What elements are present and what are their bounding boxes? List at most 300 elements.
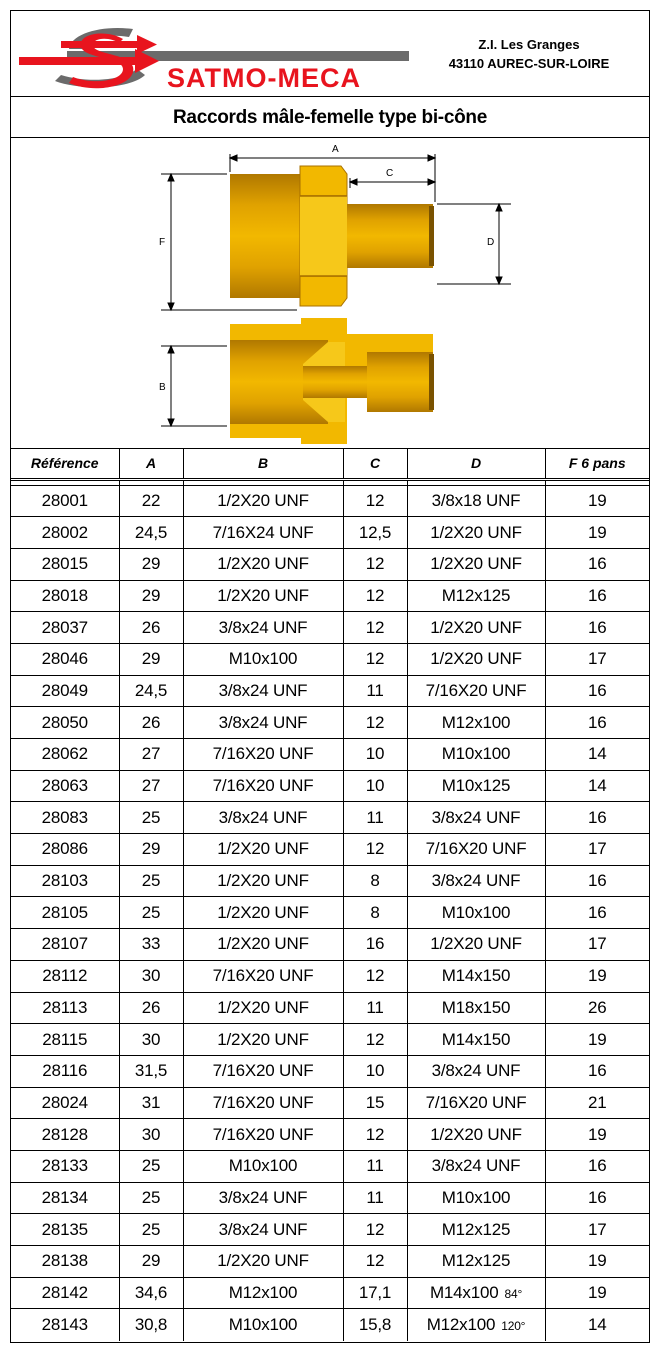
cell-d-value: 1/2X20 UNF — [430, 934, 522, 954]
cell-a-value: 30 — [141, 1029, 161, 1049]
table-row — [11, 1150, 649, 1182]
cell-c — [343, 580, 407, 612]
cell-b-value: 1/2X20 UNF — [217, 839, 309, 859]
cell-d-value: M14x100 — [429, 1283, 499, 1303]
cell-b — [183, 960, 343, 992]
cell-f-value: 19 — [587, 1124, 607, 1144]
cell-b — [183, 1150, 343, 1182]
cell-d-value: M18x150 — [441, 997, 511, 1017]
cell-c-value: 10 — [365, 744, 385, 764]
cell-a-value: 30 — [141, 966, 161, 986]
cell-a-value: 29 — [141, 839, 161, 859]
cell-c-value: 11 — [366, 680, 384, 700]
cell-f — [545, 929, 649, 961]
cell-f — [545, 897, 649, 929]
table-row — [11, 643, 649, 675]
cell-reference — [11, 707, 119, 739]
cell-c-value: 10 — [365, 1061, 385, 1081]
header-reference: Référence — [11, 449, 119, 479]
cell-d-value: 3/8x18 UNF — [431, 490, 521, 510]
cell-d-value: M12x125 — [441, 585, 511, 605]
table-row — [11, 739, 649, 771]
cell-f — [545, 1150, 649, 1182]
cell-c — [343, 643, 407, 675]
cell-a — [119, 485, 183, 517]
cell-a-value: 24,5 — [134, 680, 168, 700]
header — [11, 11, 649, 97]
cell-b — [183, 865, 343, 897]
table-row — [11, 548, 649, 580]
cell-reference — [11, 960, 119, 992]
cell-reference-value: 28138 — [41, 1251, 88, 1271]
cell-b — [183, 548, 343, 580]
inner-bore — [303, 366, 371, 398]
cell-d — [407, 1150, 545, 1182]
cell-d-value: 7/16X20 UNF — [425, 1092, 527, 1112]
cell-b-value: M10x100 — [228, 649, 298, 669]
cell-a — [119, 1119, 183, 1151]
cell-b — [183, 485, 343, 517]
cell-d-value: 3/8x24 UNF — [431, 807, 521, 827]
cell-b — [183, 1277, 343, 1309]
cell-c — [343, 1055, 407, 1087]
cell-f — [545, 739, 649, 771]
cell-a-value: 29 — [141, 554, 161, 574]
table-row — [11, 1277, 649, 1309]
cell-reference — [11, 739, 119, 771]
cell-c-value: 11 — [366, 997, 384, 1017]
cell-a-value: 25 — [141, 807, 161, 827]
cell-c — [343, 548, 407, 580]
cell-c-value: 12 — [365, 1124, 385, 1144]
cell-a-value: 26 — [141, 712, 161, 732]
table-row — [11, 1024, 649, 1056]
cell-f — [545, 770, 649, 802]
cell-f-value: 19 — [587, 1283, 607, 1303]
header-c: C — [343, 449, 407, 479]
cell-reference-value: 28103 — [41, 871, 88, 891]
cell-reference — [11, 802, 119, 834]
cell-b-value: 3/8x24 UNF — [218, 1219, 308, 1239]
table-row — [11, 580, 649, 612]
cell-b-value: 3/8x24 UNF — [218, 680, 308, 700]
label-f: F — [159, 237, 166, 248]
cell-reference — [11, 770, 119, 802]
table-row — [11, 1087, 649, 1119]
cell-reference-value: 28037 — [41, 617, 88, 637]
cell-a-value: 25 — [141, 871, 161, 891]
table-row — [11, 517, 649, 549]
cell-b — [183, 1246, 343, 1278]
cell-a-value: 27 — [141, 776, 161, 796]
cell-c — [343, 960, 407, 992]
header-d: D — [407, 449, 545, 479]
cell-b-value: M10x100 — [228, 1156, 298, 1176]
cell-d-value: 3/8x24 UNF — [431, 1061, 521, 1081]
cell-b-value: 3/8x24 UNF — [218, 712, 308, 732]
table-row — [11, 960, 649, 992]
cell-f — [545, 960, 649, 992]
company-logo — [11, 11, 441, 97]
cell-f-value: 16 — [587, 902, 607, 922]
cell-b — [183, 834, 343, 866]
cell-reference — [11, 1119, 119, 1151]
cell-a — [119, 1182, 183, 1214]
cell-c — [343, 1024, 407, 1056]
cell-d — [407, 580, 545, 612]
cell-reference-value: 28142 — [41, 1283, 88, 1303]
cell-a-value: 30,8 — [134, 1314, 168, 1334]
cell-reference-value: 28083 — [41, 807, 88, 827]
cell-b-value: 3/8x24 UNF — [218, 1187, 308, 1207]
table-body — [11, 479, 649, 1341]
cell-a — [119, 1246, 183, 1278]
table-row — [11, 1214, 649, 1246]
cell-reference-value: 28018 — [41, 585, 88, 605]
cell-c-value: 12 — [365, 585, 385, 605]
cell-f — [545, 1024, 649, 1056]
cell-c — [343, 1309, 407, 1341]
cell-a — [119, 707, 183, 739]
cell-c-value: 15,8 — [358, 1314, 392, 1334]
cell-reference-value: 28128 — [41, 1124, 88, 1144]
cell-a — [119, 802, 183, 834]
page-title: Raccords mâle-femelle type bi-cône — [11, 97, 649, 138]
cell-d — [407, 643, 545, 675]
cell-c-value: 12 — [365, 712, 385, 732]
table-header-row — [11, 449, 649, 479]
cell-f-value: 19 — [587, 966, 607, 986]
table-row — [11, 1309, 649, 1341]
cell-c — [343, 770, 407, 802]
cell-reference — [11, 992, 119, 1024]
male-bore — [367, 352, 433, 412]
cell-reference-value: 28134 — [41, 1187, 88, 1207]
cell-c-value: 8 — [370, 902, 380, 922]
cell-b — [183, 1309, 343, 1341]
cell-f — [545, 1055, 649, 1087]
cell-d-value: 1/2X20 UNF — [430, 649, 522, 669]
catalog-sheet — [10, 10, 650, 1343]
cell-a — [119, 960, 183, 992]
cell-f-value: 17 — [587, 649, 607, 669]
cell-c — [343, 929, 407, 961]
cell-f — [545, 802, 649, 834]
table-row — [11, 929, 649, 961]
cell-c-value: 10 — [365, 776, 385, 796]
cell-d — [407, 1087, 545, 1119]
cell-f-value: 19 — [587, 522, 607, 542]
table-row — [11, 707, 649, 739]
cell-d-value: 1/2X20 UNF — [430, 554, 522, 574]
cell-reference — [11, 1246, 119, 1278]
cell-d-value: 7/16X20 UNF — [425, 680, 527, 700]
cell-d — [407, 1309, 545, 1341]
cell-f — [545, 548, 649, 580]
cell-reference-value: 28046 — [41, 649, 88, 669]
cell-a-value: 31 — [141, 1092, 161, 1112]
cell-f — [545, 1246, 649, 1278]
cell-d — [407, 517, 545, 549]
cell-f — [545, 992, 649, 1024]
cell-d — [407, 485, 545, 517]
cell-b — [183, 643, 343, 675]
cell-d-value: M10x100 — [441, 902, 511, 922]
cell-b — [183, 992, 343, 1024]
cell-a — [119, 1214, 183, 1246]
cell-a — [119, 1055, 183, 1087]
cell-reference — [11, 612, 119, 644]
cell-a-value: 22 — [141, 490, 161, 510]
cell-d-value: M12x100 — [426, 1314, 496, 1334]
cell-d — [407, 1277, 545, 1309]
cell-reference — [11, 1055, 119, 1087]
cell-b — [183, 1055, 343, 1087]
cell-c — [343, 897, 407, 929]
cell-f-value: 16 — [587, 1061, 607, 1081]
cell-d — [407, 802, 545, 834]
cell-a — [119, 1087, 183, 1119]
cell-c-value: 11 — [366, 807, 384, 827]
cell-b-value: 1/2X20 UNF — [217, 871, 309, 891]
cell-reference — [11, 1182, 119, 1214]
cell-d-value: M10x125 — [441, 776, 511, 796]
cell-b-value: 1/2X20 UNF — [217, 934, 309, 954]
cell-f — [545, 1119, 649, 1151]
cell-reference-value: 28062 — [41, 744, 88, 764]
cone-angle-note: 84° — [504, 1287, 523, 1302]
cell-c — [343, 485, 407, 517]
cell-a — [119, 770, 183, 802]
cell-b-value: M10x100 — [228, 1314, 298, 1334]
cell-b — [183, 929, 343, 961]
cell-reference-value: 28143 — [41, 1314, 88, 1334]
cell-c — [343, 739, 407, 771]
cell-f — [545, 1214, 649, 1246]
cell-f-value: 19 — [587, 1251, 607, 1271]
cell-b-value: 7/16X20 UNF — [212, 744, 314, 764]
header-a: A — [119, 449, 183, 479]
cell-c-value: 12 — [365, 490, 385, 510]
cell-d-value: 7/16X20 UNF — [425, 839, 527, 859]
cell-c — [343, 1087, 407, 1119]
cell-d — [407, 865, 545, 897]
cell-f-value: 26 — [587, 997, 607, 1017]
cell-f-value: 16 — [587, 680, 607, 700]
cell-f — [545, 485, 649, 517]
cell-a-value: 24,5 — [134, 522, 168, 542]
address-line-1: Z.I. Les Granges — [478, 37, 580, 52]
cell-c — [343, 1214, 407, 1246]
table-row — [11, 1246, 649, 1278]
cell-d-value: M12x100 — [441, 712, 511, 732]
cell-a-value: 25 — [141, 1156, 161, 1176]
cell-d-value: 3/8x24 UNF — [431, 1156, 521, 1176]
cell-a — [119, 992, 183, 1024]
cell-d — [407, 929, 545, 961]
cell-reference — [11, 643, 119, 675]
cell-c-value: 8 — [370, 871, 380, 891]
cell-b-value: 1/2X20 UNF — [217, 490, 309, 510]
cell-b-value: 1/2X20 UNF — [217, 997, 309, 1017]
cell-b — [183, 517, 343, 549]
cell-reference-value: 28116 — [42, 1061, 88, 1081]
cell-reference — [11, 929, 119, 961]
cell-c-value: 12,5 — [358, 522, 392, 542]
cell-a — [119, 865, 183, 897]
cell-a — [119, 612, 183, 644]
cell-f-value: 14 — [587, 744, 607, 764]
cell-d-value: M10x100 — [441, 1187, 511, 1207]
cell-reference — [11, 1024, 119, 1056]
cell-f — [545, 612, 649, 644]
cell-b-value: 1/2X20 UNF — [217, 1029, 309, 1049]
cell-d-value: 3/8x24 UNF — [431, 871, 521, 891]
cell-f-value: 16 — [587, 871, 607, 891]
cell-reference — [11, 1150, 119, 1182]
cell-b-value: 7/16X20 UNF — [212, 776, 314, 796]
cell-b — [183, 897, 343, 929]
technical-drawing — [11, 138, 649, 449]
cell-d-value: M10x100 — [441, 744, 511, 764]
cell-a — [119, 1024, 183, 1056]
cell-c — [343, 865, 407, 897]
cell-reference-value: 28002 — [41, 522, 88, 542]
cell-d-value: M14x150 — [441, 966, 511, 986]
cell-f — [545, 517, 649, 549]
cell-d — [407, 960, 545, 992]
cell-c — [343, 1150, 407, 1182]
cell-f-value: 16 — [587, 585, 607, 605]
dimensions-table — [11, 449, 650, 1341]
cell-c — [343, 517, 407, 549]
cell-c — [343, 802, 407, 834]
cell-b-value: 7/16X24 UNF — [212, 522, 314, 542]
table-row — [11, 834, 649, 866]
cell-c-value: 16 — [365, 934, 385, 954]
cell-reference-value: 28133 — [41, 1156, 88, 1176]
cell-d-value: M14x150 — [441, 1029, 511, 1049]
cell-reference — [11, 1277, 119, 1309]
cell-reference — [11, 517, 119, 549]
cell-b-value: 3/8x24 UNF — [218, 807, 308, 827]
cell-b-value: 1/2X20 UNF — [217, 1251, 309, 1271]
cell-d — [407, 707, 545, 739]
company-address — [429, 35, 629, 73]
cell-c — [343, 992, 407, 1024]
cell-a — [119, 834, 183, 866]
fitting-drawing — [11, 138, 649, 449]
cell-d — [407, 1119, 545, 1151]
cell-f-value: 19 — [587, 1029, 607, 1049]
cell-reference — [11, 865, 119, 897]
cell-reference-value: 28050 — [41, 712, 88, 732]
cell-b — [183, 1182, 343, 1214]
cell-b-value: 3/8x24 UNF — [218, 617, 308, 637]
cell-f — [545, 1087, 649, 1119]
cell-c-value: 12 — [365, 617, 385, 637]
cell-f — [545, 834, 649, 866]
cell-a — [119, 1277, 183, 1309]
cell-b — [183, 739, 343, 771]
cell-c-value: 12 — [365, 966, 385, 986]
cell-c-value: 12 — [365, 554, 385, 574]
cell-f — [545, 580, 649, 612]
cell-f — [545, 643, 649, 675]
cell-reference — [11, 1309, 119, 1341]
cell-a-value: 34,6 — [134, 1283, 168, 1303]
cell-b — [183, 675, 343, 707]
cell-reference-value: 28107 — [41, 934, 88, 954]
cell-reference-value: 28015 — [41, 554, 88, 574]
cell-f — [545, 707, 649, 739]
cell-b-value: 7/16X20 UNF — [212, 1061, 314, 1081]
cell-f-value: 16 — [587, 807, 607, 827]
table-row — [11, 770, 649, 802]
cell-b-value: 1/2X20 UNF — [217, 554, 309, 574]
cell-reference-value: 28113 — [42, 997, 88, 1017]
cell-a — [119, 929, 183, 961]
cell-d-value: M12x125 — [441, 1219, 511, 1239]
table-row — [11, 1055, 649, 1087]
cell-reference-value: 28135 — [41, 1219, 88, 1239]
cell-c — [343, 1246, 407, 1278]
cell-a-value: 25 — [141, 1219, 161, 1239]
cell-reference-value: 28112 — [42, 966, 88, 986]
header-b: B — [183, 449, 343, 479]
cell-reference-value: 28086 — [41, 839, 88, 859]
cell-b — [183, 770, 343, 802]
cell-f-value: 17 — [587, 839, 607, 859]
cell-b-value: 7/16X20 UNF — [212, 1124, 314, 1144]
cell-f-value: 17 — [587, 934, 607, 954]
cell-c-value: 11 — [366, 1156, 384, 1176]
cell-c — [343, 675, 407, 707]
cell-b — [183, 1119, 343, 1151]
cell-reference-value: 28063 — [41, 776, 88, 796]
cell-a-value: 26 — [141, 617, 161, 637]
cell-f — [545, 675, 649, 707]
cell-c-value: 17,1 — [358, 1283, 392, 1303]
cell-a — [119, 1309, 183, 1341]
cell-b — [183, 1087, 343, 1119]
cell-d-value: 1/2X20 UNF — [430, 617, 522, 637]
cell-a-value: 29 — [141, 585, 161, 605]
cell-c-value: 12 — [365, 1029, 385, 1049]
cell-d — [407, 1055, 545, 1087]
cell-c-value: 12 — [365, 649, 385, 669]
cell-reference-value: 28115 — [42, 1029, 88, 1049]
cell-b — [183, 580, 343, 612]
table-row — [11, 612, 649, 644]
label-d: D — [487, 237, 495, 248]
cell-d — [407, 1182, 545, 1214]
cell-d-value: M12x125 — [441, 1251, 511, 1271]
cell-c — [343, 1277, 407, 1309]
table-row — [11, 897, 649, 929]
cell-reference — [11, 1087, 119, 1119]
table-row — [11, 992, 649, 1024]
fitting-section-view — [230, 318, 434, 444]
cell-d — [407, 897, 545, 929]
cell-reference — [11, 897, 119, 929]
cell-f-value: 16 — [587, 617, 607, 637]
cell-f-value: 21 — [587, 1092, 607, 1112]
cell-b-value: 7/16X20 UNF — [212, 1092, 314, 1112]
cell-reference-value: 28049 — [41, 680, 88, 700]
cell-f-value: 17 — [587, 1219, 607, 1239]
cell-f-value: 16 — [587, 554, 607, 574]
